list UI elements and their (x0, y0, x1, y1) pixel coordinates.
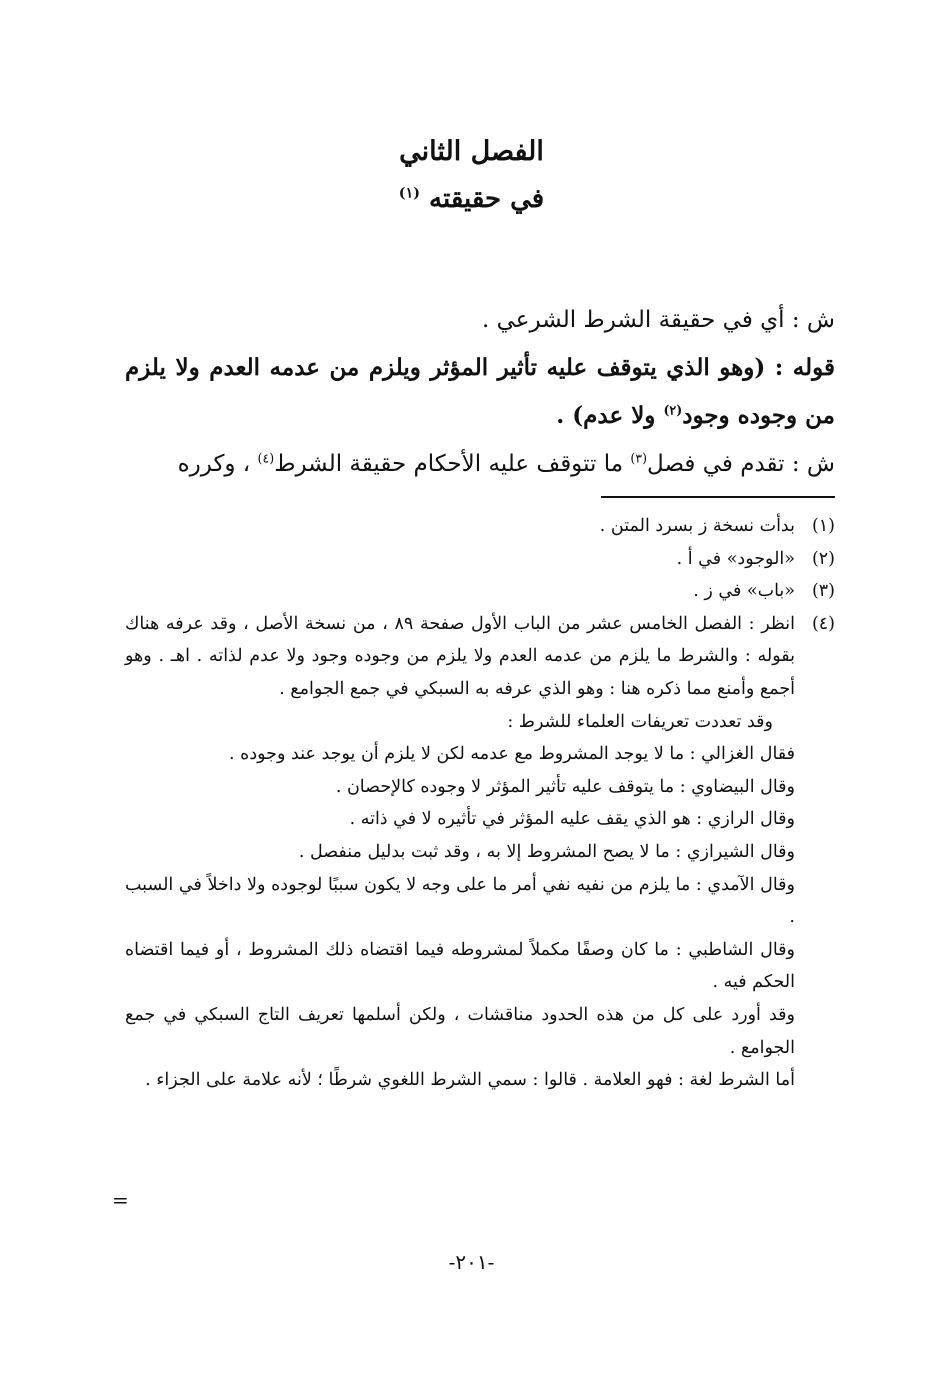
paragraph-3-part2: ما تتوقف عليه الأحكام حقيقة الشرط (274, 451, 624, 477)
footnote-separator (601, 496, 835, 498)
paragraph-3-part3: ، وكرره (177, 451, 251, 477)
chapter-subtitle-text: في حقيقته (429, 184, 545, 214)
paragraph-3-part1: ش : تقدم في فصل (647, 451, 835, 477)
footnote-1 (125, 510, 835, 543)
paragraph-1: ش : أي في حقيقة الشرط الشرعي . (481, 307, 835, 333)
footnote-line: وقال الشيرازي : ما لا يصح المشروط إلا به ، وقد ثبت بدليل منفصل . (298, 841, 795, 862)
main-text (125, 296, 835, 488)
chapter-title: الفصل الثاني (399, 136, 544, 167)
quote-text-part2: ولا عدم) . (556, 402, 656, 429)
footnote-text: «الوجود» في أ . (676, 548, 795, 569)
footnote-line: وقال الرازي : هو الذي يقف عليه المؤثر في تأثيره لا في ذاته . (349, 809, 795, 830)
footnote-line: فقال الغزالي : ما لا يوجد المشروط مع عدمه لكن لا يلزم أن يوجد عند وجوده . (229, 744, 795, 765)
footnote-number: (٣) (811, 581, 835, 602)
footnote-3 (125, 575, 835, 608)
footnote-line: وقد أورد على كل من هذه الحدود مناقشات ، ولكن أسلمها تعريف التاج السبكي في جمع الجوامع . (125, 1004, 795, 1058)
footnote-ref-3: (٣) (630, 450, 648, 466)
footnote-line: وقد تعددت تعريفات العلماء للشرط : (507, 711, 773, 732)
quote-text-part1: قوله : (وهو الذي يتوقف عليه تأثير المؤثر ويلزم من عدمه العدم ولا يلزم من وجوده وجود (125, 354, 835, 429)
footnote-number: (٢) (811, 548, 835, 569)
footnote-2 (125, 543, 835, 576)
continuation-mark: = (112, 1188, 129, 1212)
footnote-ref-1: (١) (398, 185, 420, 202)
footnote-4 (125, 608, 835, 1097)
footnote-number: (١) (811, 516, 835, 536)
footnote-ref-4: (٤) (257, 450, 275, 466)
footnote-ref-2: (٢) (663, 402, 683, 418)
chapter-subtitle (0, 184, 943, 214)
footnote-line: وقال الشاطبي : ما كان وصفًا مكملاً لمشروطه فيما اقتضاه ذلك المشروط ، أو فيما اقتضاه الحكم فيه . (125, 939, 795, 993)
footnote-text: انظر : الفصل الخامس عشر من الباب الأول صفحة ٨٩ ، من نسخة الأصل ، وقد عرفه هناك بقوله : والشرط ما يلزم من عدمه العدم ولا يلزم من وجوده وجود ولا عدم لذاته . اهـ . وهو أجمع وأمنع مما ذكره هنا : وهو الذي عرفه به السبكي في جمع الجوامع . (125, 613, 795, 699)
paragraph-3 (125, 440, 835, 488)
footnote-line: وقال البيضاوي : ما يتوقف عليه تأثير المؤثر لا وجوده كالإحصان . (335, 776, 795, 797)
footnote-text: بدأت نسخة ز بسرد المتن . (599, 516, 795, 536)
footnote-line: وقال الآمدي : ما يلزم من نفيه نفي أمر ما على وجه لا يكون سببًا لوجوده ولا داخلاً في السبب . (125, 874, 795, 928)
footnote-line: أما الشرط لغة : فهو العلامة . قالوا : سمي الشرط اللغوي شرطًا ؛ لأنه علامة على الجزاء . (145, 1070, 795, 1091)
paragraph-2-quote (125, 344, 835, 440)
footnote-text: «باب» في ز . (693, 581, 795, 602)
footnotes (125, 510, 835, 1097)
page-number: -٢٠١- (448, 1250, 495, 1274)
footnote-number: (٤) (811, 613, 835, 634)
